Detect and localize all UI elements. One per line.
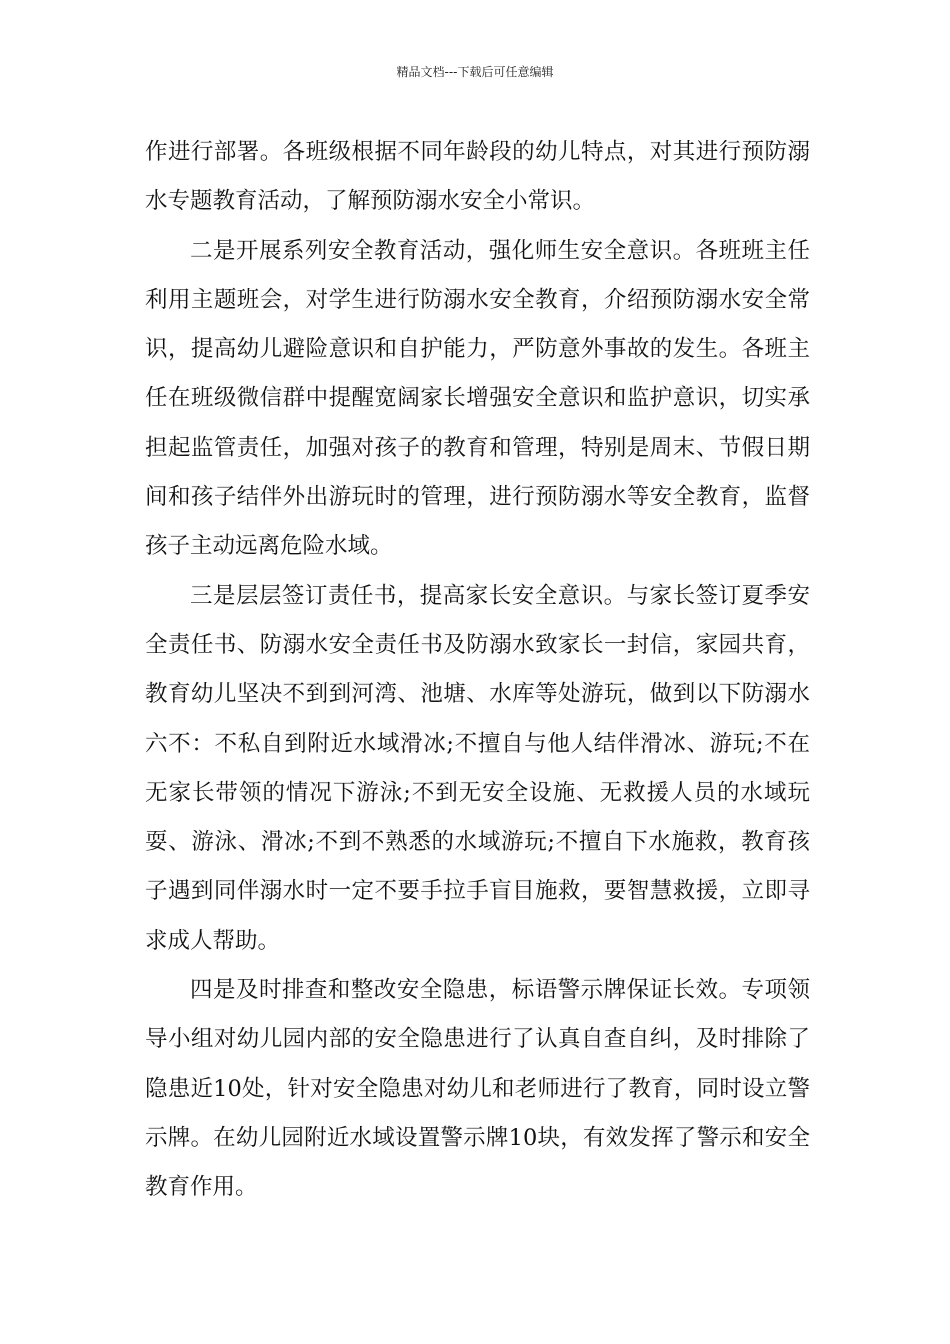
paragraph-4: 四是及时排查和整改安全隐患，标语警示牌保证长效。专项领导小组对幼儿园内部的安全隐患进行了认真自查自纠，及时排除了隐患近10处，针对安全隐患对幼儿和老师进行了教育，同时设立警示牌。在幼儿园附近水域设置警示牌10块，有效发挥了警示和安全教育作用。	[145, 977, 810, 1201]
paragraph-1: 作进行部署。各班级根据不同年龄段的幼儿特点，对其进行预防溺水专题教育活动，了解预防溺水安全小常识。	[145, 139, 810, 215]
document-body	[145, 128, 810, 1213]
paragraph-2: 二是开展系列安全教育活动，强化师生安全意识。各班班主任利用主题班会，对学生进行防溺水安全教育，介绍预防溺水安全常识，提高幼儿避险意识和自护能力，严防意外事故的发生。各班主任在班级微信群中提醒宽阔家长增强安全意识和监护意识，切实承担起监管责任，加强对孩子的教育和管理，特别是周末、节假日期间和孩子结伴外出游玩时的管理，进行预防溺水等安全教育，监督孩子主动远离危险水域。	[145, 237, 810, 560]
paragraph-3: 三是层层签订责任书，提高家长安全意识。与家长签订夏季安全责任书、防溺水安全责任书及防溺水致家长一封信，家园共育，教育幼儿坚决不到到河湾、池塘、水库等处游玩，做到以下防溺水六不：不私自到附近水域滑冰;不擅自与他人结伴滑冰、游玩;不在无家长带领的情况下游泳;不到无安全设施、无救援人员的水域玩耍、游泳、滑冰;不到不熟悉的水域游玩;不擅自下水施救，教育孩子遇到同伴溺水时一定不要手拉手盲目施救，要智慧救援，立即寻求成人帮助。	[145, 582, 810, 954]
page-header: 精品文档---下载后可任意编辑	[396, 65, 554, 79]
